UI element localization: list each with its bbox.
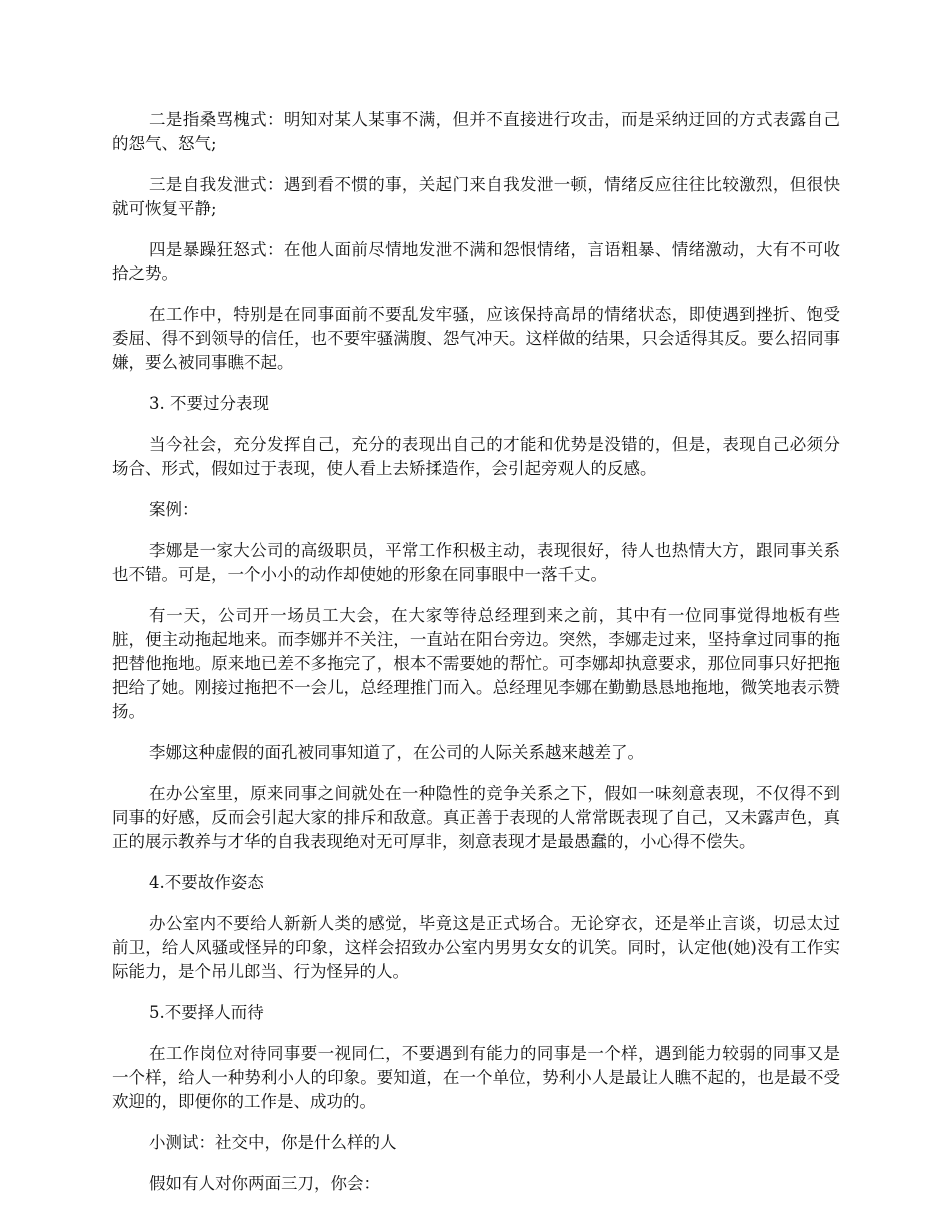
- paragraph: 办公室内不要给人新新人类的感觉，毕竟这是正式场合。无论穿衣，还是举止言谈，切忌太过前卫，给人风骚或怪异的印象，这样会招致办公室内男男女女的讥笑。同时，认定他(她)没有工作实际能力，是个吊儿郎当、行为怪异的人。: [112, 914, 840, 981]
- paragraph: 在工作中，特别是在同事面前不要乱发牢骚，应该保持高昂的情绪状态，即使遇到挫折、饱受委屈、得不到领导的信任，也不要牢骚满腹、怨气冲天。这样做的结果，只会适得其反。要么招同事嫌，要么被同事瞧不起。: [112, 305, 840, 372]
- quiz-question: 假如有人对你两面三刀，你会：: [149, 1174, 380, 1193]
- case-label: 案例：: [149, 500, 199, 519]
- paragraph: 二是指桑骂槐式：明知对某人某事不满，但并不直接进行攻击，而是采纳迂回的方式表露自己的怨气、怒气;: [112, 110, 840, 153]
- paragraph: 在工作岗位对待同事要一视同仁，不要遇到有能力的同事是一个样，遇到能力较弱的同事又是一个样，给人一种势利小人的印象。要知道，在一个单位，势利小人是最让人瞧不起的，也是最不受欢迎的，即便你的工作是、成功的。: [112, 1044, 840, 1111]
- document-body: [112, 108, 840, 1213]
- quiz-title: 小测试：社交中，你是什么样的人: [149, 1133, 397, 1152]
- paragraph: 当今社会，充分发挥自己，充分的表现出自己的才能和优势是没错的，但是，表现自己必须分场合、形式，假如过于表现，使人看上去矫揉造作，会引起旁观人的反感。: [112, 435, 840, 478]
- paragraph: 有一天，公司开一场员工大会，在大家等待总经理到来之前，其中有一位同事觉得地板有些脏，便主动拖起地来。而李娜并不关注，一直站在阳台旁边。突然，李娜走过来，坚持拿过同事的拖把替他拖地。原来地已差不多拖完了，根本不需要她的帮忙。可李娜却执意要求，那位同事只好把拖把给了她。刚接过拖把不一会儿，总经理推门而入。总经理见李娜在勤勤恳恳地拖地，微笑地表示赞扬。: [112, 606, 840, 721]
- paragraph: 四是暴躁狂怒式：在他人面前尽情地发泄不满和怨恨情绪，言语粗暴、情绪激动，大有不可收拾之势。: [112, 240, 840, 283]
- section-heading: 5.不要择人而待: [149, 1003, 264, 1022]
- paragraph: 李娜是一家大公司的高级职员，平常工作积极主动，表现很好，待人也热情大方，跟同事关系也不错。可是，一个小小的动作却使她的形象在同事眼中一落千丈。: [112, 541, 840, 584]
- section-heading: 4.不要故作姿态: [149, 873, 264, 892]
- section-heading: 3. 不要过分表现: [149, 394, 269, 413]
- paragraph: 李娜这种虚假的面孔被同事知道了，在公司的人际关系越来越差了。: [149, 743, 644, 762]
- paragraph: 三是自我发泄式：遇到看不惯的事，关起门来自我发泄一顿，情绪反应往往比较激烈，但很快就可恢复平静;: [112, 175, 840, 218]
- paragraph: 在办公室里，原来同事之间就处在一种隐性的竞争关系之下，假如一味刻意表现，不仅得不到同事的好感，反而会引起大家的排斥和敌意。真正善于表现的人常常既表现了自己，又未露声色，真正的展示教养与才华的自我表现绝对无可厚非，刻意表现才是最愚蠢的，小心得不偿失。: [112, 784, 840, 851]
